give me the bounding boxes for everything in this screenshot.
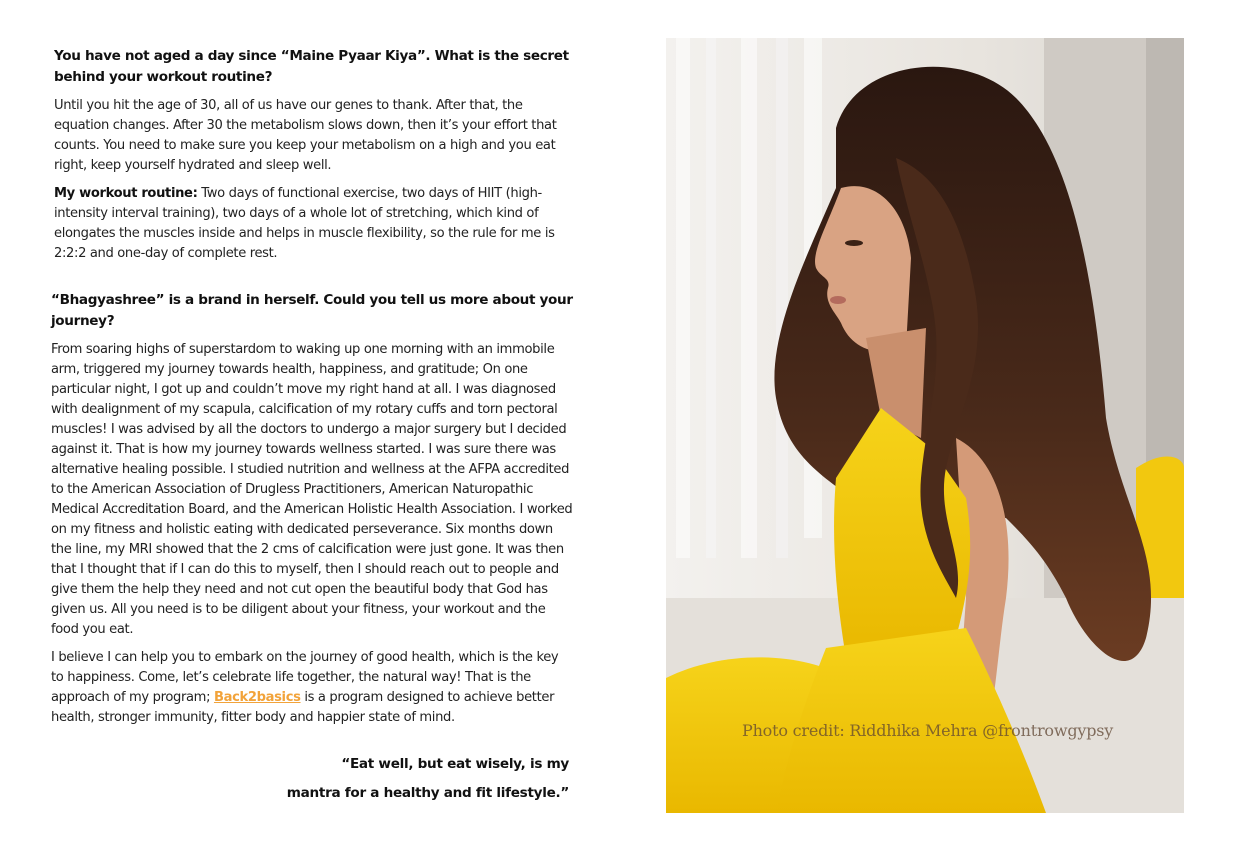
question-workout: You have not aged a day since “Maine Pyaar Kiya”. What is the secret behind your workout routine? <box>54 48 569 85</box>
answer-workout: Until you hit the age of 30, all of us have our genes to thank. After that, the equation changes. After 30 the metabolism slows down, then it’s your effort that counts. You need to make sure you keep your metabolism on a high and you eat right, keep yourself hydrated and sleep well. <box>54 98 557 173</box>
program-text-after: is a program designed to achieve better health, stronger immunity, fitter body and happier state of mind. <box>51 690 555 725</box>
portrait-photo <box>666 38 1184 813</box>
quote-line-2: mantra for a healthy and fit lifestyle.” <box>286 785 569 801</box>
section-workout <box>51 46 573 264</box>
answer-program <box>51 648 573 728</box>
article-column <box>51 46 573 736</box>
back2basics-link[interactable]: Back2basics <box>213 690 301 705</box>
photo-credit: Photo credit: Riddhika Mehra @frontrowgypsy <box>742 721 1114 740</box>
answer-journey: From soaring highs of superstardom to waking up one morning with an immobile arm, triggered my journey towards health, happiness, and gratitude; On one particular night, I got up and couldn’t move my right hand at all. I was diagnosed with dealignment of my scapula, calcification of my rotary cuffs and torn pectoral muscles! I was advised by all the doctors to undergo a major surgery but I decided against it. That is how my journey towards wellness started. I was sure there was alternative healing possible. I studied nutrition and wellness at the AFPA accredited to the American Association of Drugless Practitioners, American Naturopathic Medical Accreditation Board, and the American Holistic Health Association. I worked on my fitness and holistic eating with dedicated perseverance. Six months down the line, my MRI showed that the 2 cms of calcification were just gone. It was then that I thought that if I can do this to myself, then I should reach out to people and give them the help they need and not cut open the beautiful body that God has given us. All you need is to be diligent about your fitness, your workout and the food you eat. <box>51 342 573 637</box>
question-journey: “Bhagyashree” is a brand in herself. Could you tell us more about your journey? <box>51 292 573 329</box>
workout-routine-text: Two days of functional exercise, two days of HIIT (high-intensity interval training), two days of a whole lot of stretching, which kind of elongates the muscles inside and helps in muscle flexibility, so the rule for me is 2:2:2 and one-day of complete rest. <box>54 186 555 261</box>
portrait-illustration <box>666 38 1184 813</box>
quote-line-1: “Eat well, but eat wisely, is my <box>341 756 569 772</box>
section-divider-space <box>51 272 573 290</box>
program-text-before: I believe I can help you to embark on the journey of good health, which is the key to happiness. Come, let’s celebrate life together, the natural way! That is the approach of my program; <box>51 650 559 705</box>
workout-routine-label: My workout routine: <box>54 186 198 201</box>
workout-routine-paragraph <box>54 184 573 264</box>
